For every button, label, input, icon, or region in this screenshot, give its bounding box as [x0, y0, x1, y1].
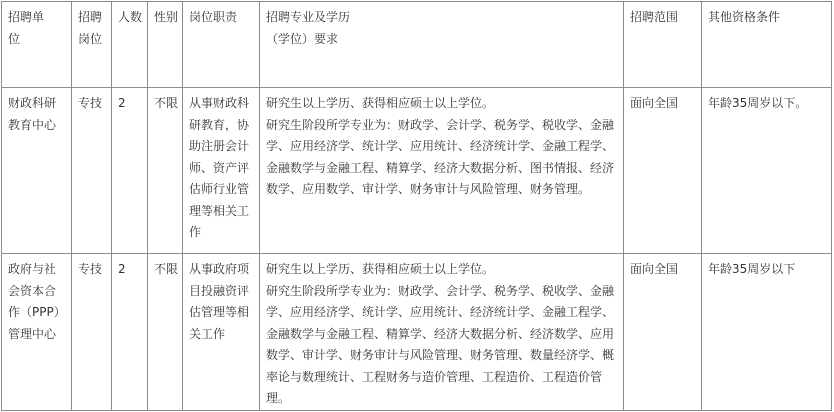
- cell-unit: 政府与社会资本合作（PPP）管理中心: [2, 254, 72, 411]
- cell-type: 专技: [72, 254, 112, 411]
- header-major: 招聘专业及学历（学位）要求: [260, 2, 624, 88]
- header-type: 招聘岗位: [72, 2, 112, 88]
- cell-scope: 面向全国: [624, 254, 702, 411]
- cell-duty: 从事财政科研教育，协助注册会计师、资产评估师行业管理等相关工作: [183, 88, 260, 254]
- table-row: [2, 88, 832, 254]
- cell-count: 2: [112, 88, 148, 254]
- education-requirement: 研究生以上学历、获得相应硕士以上学位。: [266, 262, 495, 276]
- cell-duty: 从事政府项目投融资评估管理等相关工作: [183, 254, 260, 411]
- major-requirement: 研究生阶段所学专业为：财政学、会计学、税务学、税收学、金融学、应用经济学、统计学、应用统计、经济统计学、金融工程学、金融数学与金融工程、精算学、经济大数据分析、图书情报、经济数学、应用数学、审计学、财务审计与风险管理、财务管理。: [266, 117, 615, 196]
- cell-other: 年龄35周岁以下: [702, 254, 832, 411]
- header-other: 其他资格条件: [702, 2, 832, 88]
- cell-unit: 财政科研教育中心: [2, 88, 72, 254]
- header-unit: 招聘单位: [2, 2, 72, 88]
- cell-type: 专技: [72, 88, 112, 254]
- header-row: [2, 2, 832, 88]
- cell-gender: 不限: [148, 254, 183, 411]
- recruitment-table: [1, 1, 832, 411]
- cell-requirements: [260, 88, 624, 254]
- header-scope: 招聘范围: [624, 2, 702, 88]
- cell-other: 年龄35周岁以下。: [702, 88, 832, 254]
- header-duty: 岗位职责: [183, 2, 260, 88]
- table-row: [2, 254, 832, 411]
- header-count: 人数: [112, 2, 148, 88]
- cell-gender: 不限: [148, 88, 183, 254]
- education-requirement: 研究生以上学历、获得相应硕士以上学位。: [266, 96, 495, 110]
- cell-scope: 面向全国: [624, 88, 702, 254]
- major-requirement: 研究生阶段所学专业为：财政学、会计学、税务学、税收学、金融学、应用经济学、统计学、应用统计、经济统计学、金融工程学、金融数学与金融工程、精算学、经济大数据分析、经济数学、应用数学、审计学、财务审计与风险管理、财务管理、数量经济学、概率论与数理统计、工程财务与造价管理、工程造价、工程造价管理。: [266, 283, 615, 405]
- cell-requirements: [260, 254, 624, 411]
- header-gender: 性别: [148, 2, 183, 88]
- cell-count: 2: [112, 254, 148, 411]
